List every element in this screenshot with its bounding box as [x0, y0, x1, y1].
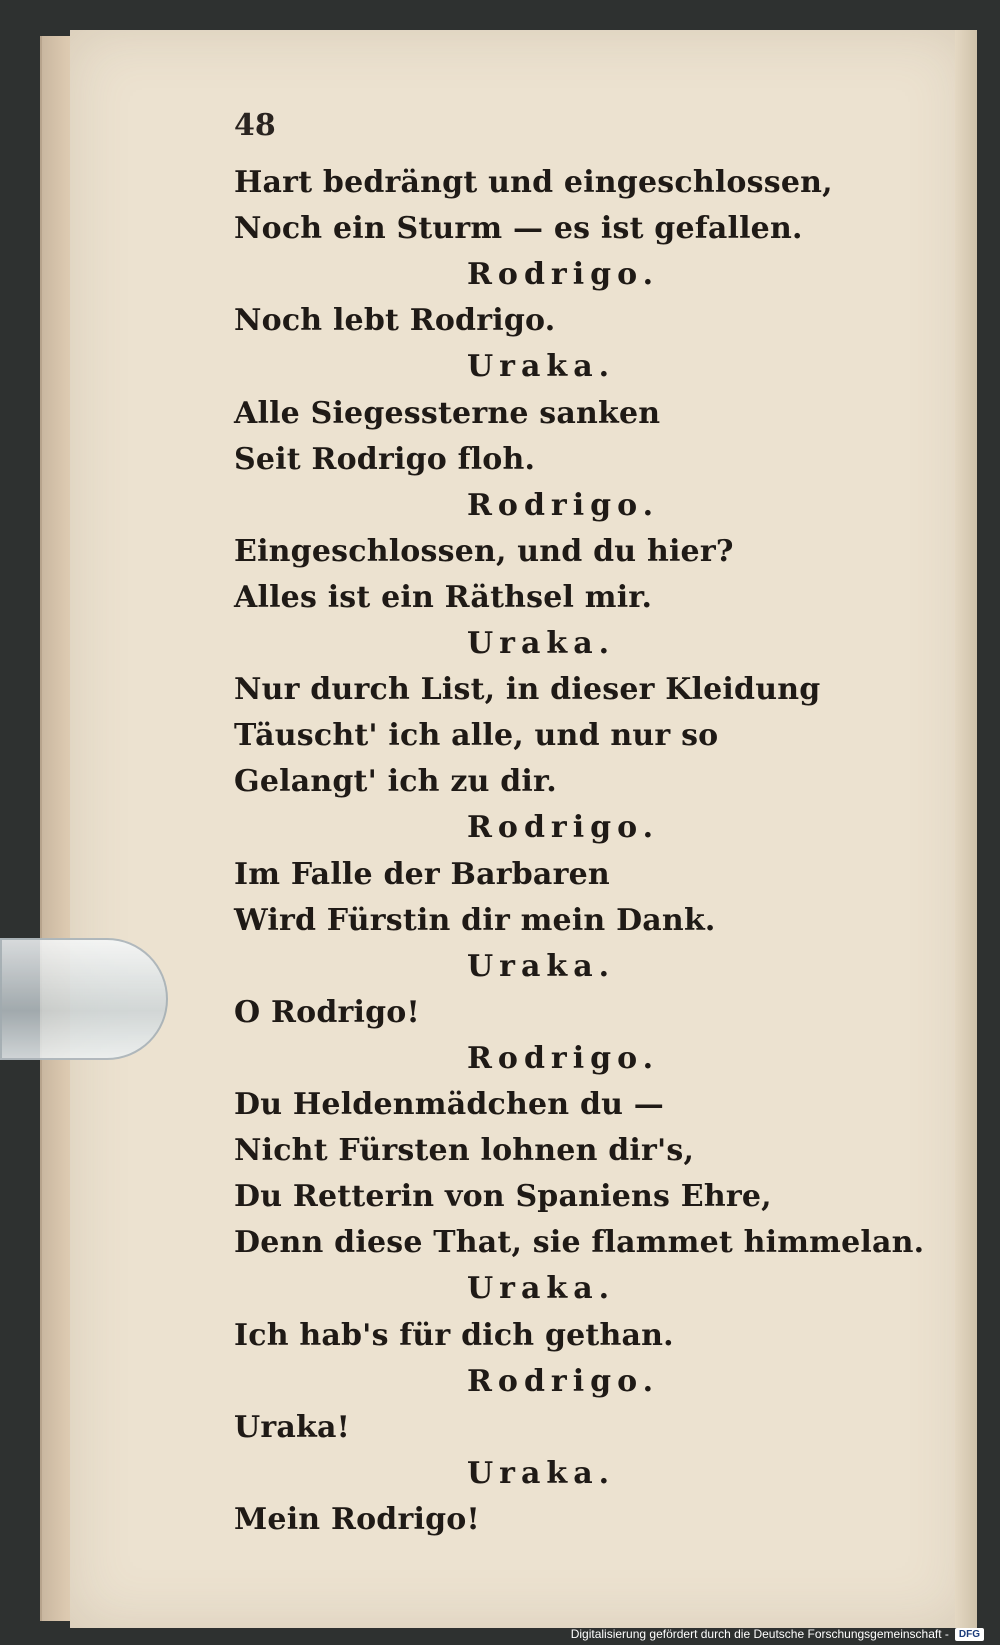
speaker-name: Rodrigo.	[467, 1040, 660, 1076]
page-clip	[0, 938, 168, 1060]
verse-line: Du Heldenmädchen du —	[234, 1087, 664, 1122]
speaker-name: Rodrigo.	[467, 1363, 660, 1399]
verse-line: Seit Rodrigo floh.	[234, 441, 536, 477]
speaker-name: Rodrigo.	[467, 257, 660, 293]
speaker-name: Rodrigo.	[467, 810, 660, 846]
speaker-name: Uraka.	[467, 1271, 616, 1307]
verse-line: Im Falle der Barbaren	[234, 856, 610, 892]
verse-line: Noch lebt Rodrigo.	[234, 303, 556, 339]
verse-line: Alle Siegessterne sanken	[234, 395, 661, 431]
speaker-name: Uraka.	[467, 948, 616, 984]
verse-line: Eingeschlossen, und du hier?	[234, 533, 734, 569]
verse-line: Täuscht' ich alle, und nur so	[234, 718, 719, 754]
verse-line: Nur durch List, in dieser Kleidung	[234, 672, 821, 708]
verse-line: Wird Fürstin dir mein Dank.	[234, 902, 716, 938]
speaker-name: Uraka.	[467, 1455, 616, 1491]
speaker-name: Uraka.	[467, 626, 616, 661]
verse-line: Du Retterin von Spaniens Ehre,	[234, 1179, 772, 1215]
verse-line: Denn diese That, sie flammet himmelan.	[234, 1225, 925, 1261]
page-number: 48	[234, 108, 276, 143]
dfg-logo: DFG	[955, 1628, 984, 1641]
verse-line: O Rodrigo!	[234, 994, 420, 1030]
verse-line: Alles ist ein Räthsel mir.	[234, 579, 653, 615]
verse-line: Noch ein Sturm — es ist gefallen.	[234, 211, 803, 247]
verse-line: Hart bedrängt und eingeschlossen,	[234, 165, 833, 200]
speaker-name: Rodrigo.	[467, 487, 660, 523]
speaker-name: Uraka.	[467, 349, 616, 385]
verse-line: Nicht Fürsten lohnen dir's,	[234, 1133, 695, 1169]
verse-line: Gelangt' ich zu dir.	[234, 764, 557, 800]
facing-page-edge	[955, 30, 977, 1628]
footer-credit	[571, 1627, 984, 1641]
verse-line: Uraka!	[234, 1409, 350, 1445]
verse-line: Mein Rodrigo!	[234, 1501, 480, 1537]
verse-line: Ich hab's für dich gethan.	[234, 1317, 674, 1353]
show-through-text	[845, 160, 955, 1520]
footer-credit-text: Digitalisierung gefördert durch die Deutsche Forschungsgemeinschaft -	[570, 1627, 949, 1641]
